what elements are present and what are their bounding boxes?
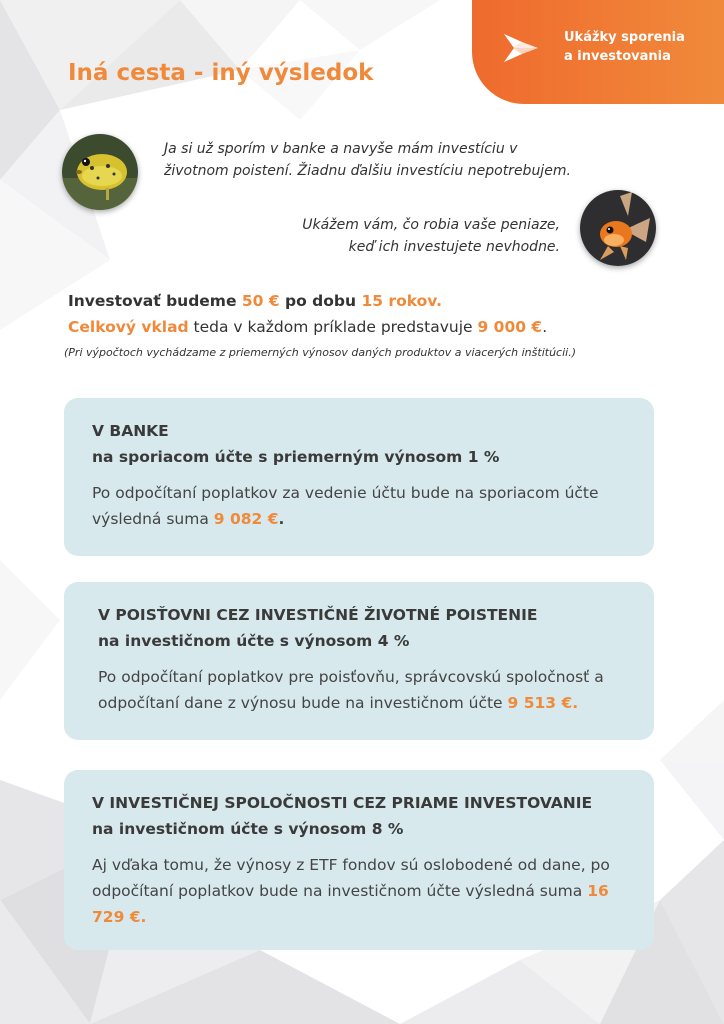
badge-label: Ukážky sporenia a investovania — [564, 30, 685, 64]
card-heading: V INVESTIČNEJ SPOLOČNOSTI CEZ PRIAME INVESTOVANIE na investičnom účte s výnosom 8 % — [92, 794, 593, 838]
card-subheading: na investičnom účte s výnosom 8 % — [92, 820, 404, 838]
goldfish-avatar — [580, 190, 656, 266]
page-title: Iná cesta - iný výsledok — [68, 60, 374, 86]
summary-line-1: Investovať budeme 50 € po dobu 15 rokov. — [68, 292, 442, 310]
calculation-note: (Pri výpočtoch vychádzame z priemerných výnosov daných produktov a viacerých inštitúcii.) — [64, 346, 576, 359]
pufferfish-avatar — [62, 134, 138, 210]
card-result: 9 513 €. — [507, 694, 579, 712]
advisor-quote: Ukážem vám, čo robia vaše peniaze, keď ich investujete nevhodne. — [302, 217, 560, 255]
total-deposit: 9 000 € — [477, 318, 543, 336]
card-heading: V POISŤOVNI CEZ INVESTIČNÉ ŽIVOTNÉ POISTENIE na investičnom účte s výnosom 4 % — [98, 606, 538, 650]
header-badge — [472, 0, 724, 104]
arrow-fish-icon — [502, 28, 542, 68]
summary-line-2: Celkový vklad teda v každom príklade predstavuje 9 000 €. — [68, 318, 548, 336]
investment-summary — [68, 288, 547, 340]
insurance-card — [64, 582, 654, 740]
card-body: Po odpočítaní poplatkov pre poisťovňu, správcovskú spoločnosť a odpočítaní dane z výnosu bude na investičnom účte 9 513 €. — [98, 668, 604, 712]
card-body: Aj vďaka tomu, že výnosy z ETF fondov sú oslobodené od dane, po odpočítaní poplatkov bude na investičnom účte výsledná suma 16 729 €. — [92, 856, 610, 926]
card-result: 16 729 €. — [92, 882, 609, 926]
monthly-amount: 50 € — [241, 292, 280, 310]
card-result: 9 082 € — [213, 510, 279, 528]
investment-period: 15 rokov. — [361, 292, 442, 310]
card-subheading: na sporiacom účte s priemerným výnosom 1 % — [92, 448, 500, 466]
investment-company-card — [64, 770, 654, 950]
card-heading: V BANKE na sporiacom účte s priemerným výnosom 1 % — [92, 422, 500, 466]
card-subheading: na investičnom účte s výnosom 4 % — [98, 632, 410, 650]
bank-card — [64, 398, 654, 556]
card-body: Po odpočítaní poplatkov za vedenie účtu bude na sporiacom účte výsledná suma 9 082 €. — [92, 484, 599, 528]
investor-quote: Ja si už sporím v banke a navyše mám investíciu v životnom poistení. Žiadnu ďalšiu investíciu nepotrebujem. — [164, 141, 571, 179]
